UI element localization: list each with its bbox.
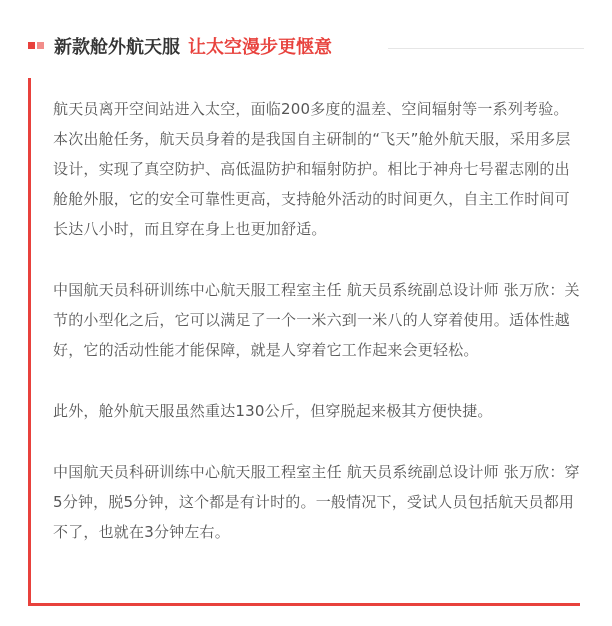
paragraph-2: 中国航天员科研训练中心航天服工程室主任 航天员系统副总设计师 张万欣：关节的小型化之后，它可以满足了一个一米六到一米八的人穿着使用。适体性越好，它的活动性能才能保障，就是人穿着它工作起来会更轻松。	[53, 281, 580, 359]
paragraph-3: 此外，舱外航天服虽然重达130公斤，但穿脱起来极其方便快捷。	[53, 402, 493, 420]
header-decoration-icon	[28, 42, 48, 52]
article-body	[53, 94, 583, 578]
section-title	[54, 34, 332, 62]
header-divider	[388, 48, 584, 49]
paragraph-4: 中国航天员科研训练中心航天服工程室主任 航天员系统副总设计师 张万欣：穿5分钟，脱5分钟，这个都是有计时的。一般情况下，受试人员包括航天员都用不了，也就在3分钟左右。	[53, 463, 580, 541]
section-header	[28, 34, 584, 64]
section-title-main: 新款舱外航天服	[54, 37, 180, 58]
section-title-accent: 让太空漫步更惬意	[188, 37, 332, 58]
article-box	[28, 78, 580, 606]
paragraph-1: 航天员离开空间站进入太空，面临200多度的温差、空间辐射等一系列考验。本次出舱任务，航天员身着的是我国自主研制的“飞天”舱外航天服，采用多层设计，实现了真空防护、高低温防护和辐射防护。相比于神舟七号翟志刚的出舱舱外服，它的安全可靠性更高，支持舱外活动的时间更久，自主工作时间可长达八小时，而且穿在身上也更加舒适。	[53, 100, 571, 238]
